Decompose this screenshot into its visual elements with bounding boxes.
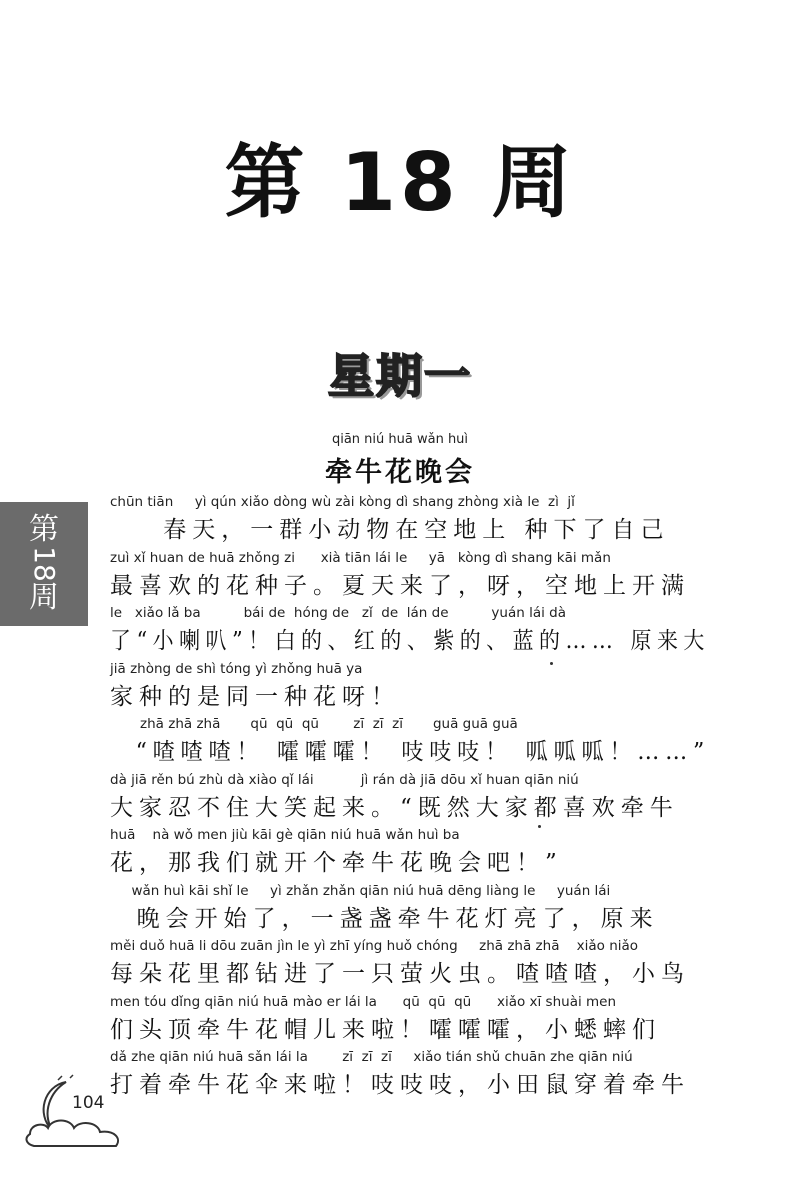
hanzi-line: 了“小喇叭”！白的、红的、紫的、蓝的…… 原来大 [110, 628, 710, 654]
pinyin-line: men tóu dǐng qiān niú huā mào er lái la qū qū qū xiǎo xī shuài men [110, 993, 617, 1010]
hanzi-line: 每朵花里都钻进了一只萤火虫。喳喳喳，小鸟 [110, 961, 690, 987]
moon-cloud-icon [22, 1074, 132, 1154]
pinyin-line: le xiǎo lǎ ba bái de hóng de zǐ de lán de yuán lái dà [110, 605, 566, 621]
hanzi-line: 花，那我们就开个牵牛花晚会吧！” [110, 850, 563, 876]
pinyin-line: chūn tiān yì qún xiǎo dòng wù zài kòng dì shang zhòng xià le zì jǐ [110, 494, 575, 510]
hanzi-line: 晚会开始了，一盏盏牵牛花灯亮了，原来 [110, 905, 659, 932]
pinyin-line: huā nà wǒ men jiù kāi gè qiān niú huā wǎn huì ba [110, 827, 460, 843]
hanzi-line: 大家忍不住大笑起来。“既然大家都喜欢牵牛 [110, 794, 679, 821]
hanzi-line: 家种的是同一种花呀！ [110, 683, 400, 710]
hanzi-line: 们头顶牵牛花帽儿来啦！嚯嚯嚯，小蟋蟀们 [110, 1016, 661, 1043]
week-title: 第 18 周 [224, 136, 576, 229]
hanzi-line: 春天，一群小动物在空地上 种下了自己 [110, 517, 670, 543]
side-tab-bottom: 周 [29, 580, 59, 615]
story-title-pinyin: qiān niú huā wǎn huì [331, 432, 469, 447]
side-tab-top: 第 [29, 512, 59, 547]
pinyin-line: jiā zhòng de shì tóng yì zhǒng huā ya [110, 660, 363, 677]
scan-speck [538, 825, 541, 828]
page-number: 104 [72, 1093, 105, 1113]
pinyin-line: wǎn huì kāi shǐ le yì zhǎn zhǎn qiān niú huā dēng liàng le yuán lái [110, 882, 611, 899]
story-title: 牵牛花晚会 [325, 457, 475, 488]
day-title: 星期一 [328, 349, 472, 403]
hanzi-line: 打着牵牛花伞来啦！吱吱吱，小田鼠穿着牵牛 [110, 1072, 690, 1098]
side-tab-number: 18 [27, 546, 61, 582]
hanzi-line: 最喜欢的花种子。夏天来了，呀，空地上开满 [110, 572, 690, 599]
week-side-tab [0, 502, 88, 626]
pinyin-line: dà jiā rěn bú zhù dà xiào qǐ lái jì rán dà jiā dōu xǐ huan qiān niú [110, 771, 579, 788]
hanzi-line: “喳喳喳！ 嚯嚯嚯！ 吱吱吱！ 呱呱呱！……” [110, 739, 711, 765]
pinyin-line: dǎ zhe qiān niú huā sǎn lái la zī zī zī xiǎo tián shǔ chuān zhe qiān niú [110, 1049, 633, 1065]
pinyin-line: měi duǒ huā li dōu zuān jìn le yì zhī yíng huǒ chóng zhā zhā zhā xiǎo niǎo [110, 938, 639, 954]
pinyin-line: zuì xǐ huan de huā zhǒng zi xià tiān lái le yā kòng dì shang kāi mǎn [110, 549, 611, 566]
scan-speck [550, 662, 553, 665]
pinyin-line: zhā zhā zhā qū qū qū zī zī zī guā guā guā [110, 716, 518, 732]
